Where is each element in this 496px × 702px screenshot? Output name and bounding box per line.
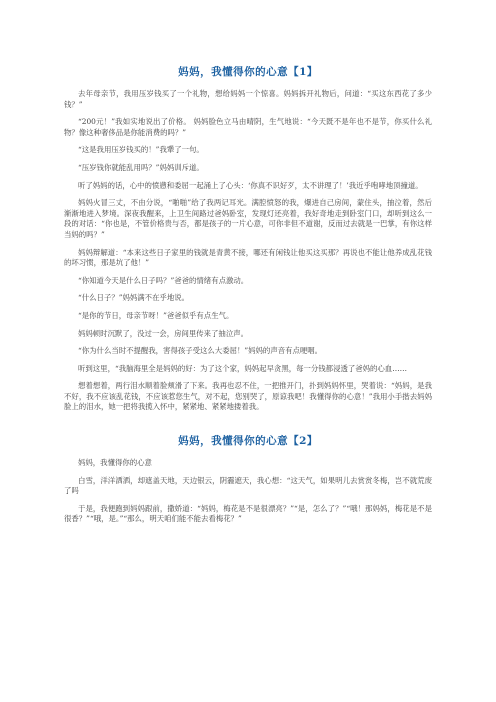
paragraph: 妈妈辩解道：“本来这些日子家里的钱就是青黄不接，哪还有闲钱让他买这买那？再说也不能让他养成乱花钱的坏习惯，那是坑了他！”	[64, 247, 432, 268]
paragraph: 妈妈顿时沉默了，没过一会，房间里传来了抽泣声。	[78, 328, 248, 338]
paragraph: “你为什么当时不提醒我，害得孩子受这么大委屈！”妈妈的声音有点哽咽。	[78, 346, 323, 356]
section1-body	[64, 89, 432, 413]
paragraph: 听了妈妈的话，心中的愤懑和委屈一起涌上了心头：‘你真不识好歹，太不讲理了！’我近乎咆哮地顶撞道。	[78, 180, 423, 190]
paragraph: 妈妈火冒三丈，不由分说，“啪啪”给了我两记耳光。满腔愤怒的我，爆进自己房间，蒙住头，抽泣着，然后渐渐地进入梦境。深夜我醒来，上卫生间路过爸妈卧室，发现灯还亮着，我好奇地走到卧室门口，却听到这么一段的对话：“你也是，不管价格贵与否，都是孩子的一片心意，可你非但不道谢，反而过去就是一巴掌，有你这样当妈的吗？”	[64, 198, 432, 239]
section2-title: 妈妈，我懂得你的心意【2】	[178, 435, 318, 448]
paragraph: “你知道今天是什么日子吗？”爸爸的情绪有点激动。	[78, 275, 249, 285]
paragraph: 妈妈，我懂得你的心意	[78, 458, 152, 468]
paragraph: 于是，我便跑到妈妈跟前，撒娇道：“妈妈，梅花是不是很漂亮？”“是，怎么了？”“哦！那妈妈，梅花是不是很香？”“哦，是。”“那么，明天咱们能不能去看梅花？”	[64, 503, 432, 524]
paragraph: “什么日子？”妈妈满不在乎地说。	[78, 293, 190, 303]
paragraph: “这是我用压岁钱买的！”我犟了一句。	[78, 145, 204, 155]
paragraph: 想着想着，两行泪水顺着脸颊滑了下来。我再也忍不住，一把推开门，扑到妈妈怀里，哭着说：“妈妈，是我不好，我不应该乱花钱，不应该惹您生气，对不起，您别哭了，原谅我吧！我懂得你的心意！”我用小手揩去妈妈脸上的泪水，她一把将我揽入怀中，紧紧地、紧紧地搂着我。	[64, 381, 432, 412]
paragraph: “压岁钱你就能乱用吗？”妈妈训斥道。	[78, 162, 204, 172]
paragraph: “是你的节日，母亲节呀！”爸爸似乎有点生气。	[78, 310, 234, 320]
section1-title: 妈妈，我懂得你的心意【1】	[178, 66, 318, 78]
paragraph: 白雪，洋洋洒洒，却遮盖天地，天边银云，阴霾遮天，我心想：“这天气，如果明儿去赏赏冬梅，岂不就荒废了吗	[64, 475, 432, 496]
paragraph: 听到这里，“我脑海里全是妈妈的好：为了这个家，妈妈起早贪黑，每一分钱都浸透了爸妈的心血……	[78, 363, 407, 373]
section2-body	[64, 458, 432, 525]
paragraph: “200元！”我如实地说出了价格。 妈妈脸色立马由晴阴，生气地说：“今天既不是年也不是节，你买什么礼物？像这种奢侈品是你能消费的吗？”	[64, 117, 432, 137]
paragraph: 去年母亲节，我用压岁钱买了一个礼物，想给妈妈一个惊喜。妈妈拆开礼物后，问道：“买这东西花了多少钱？”	[64, 89, 432, 109]
